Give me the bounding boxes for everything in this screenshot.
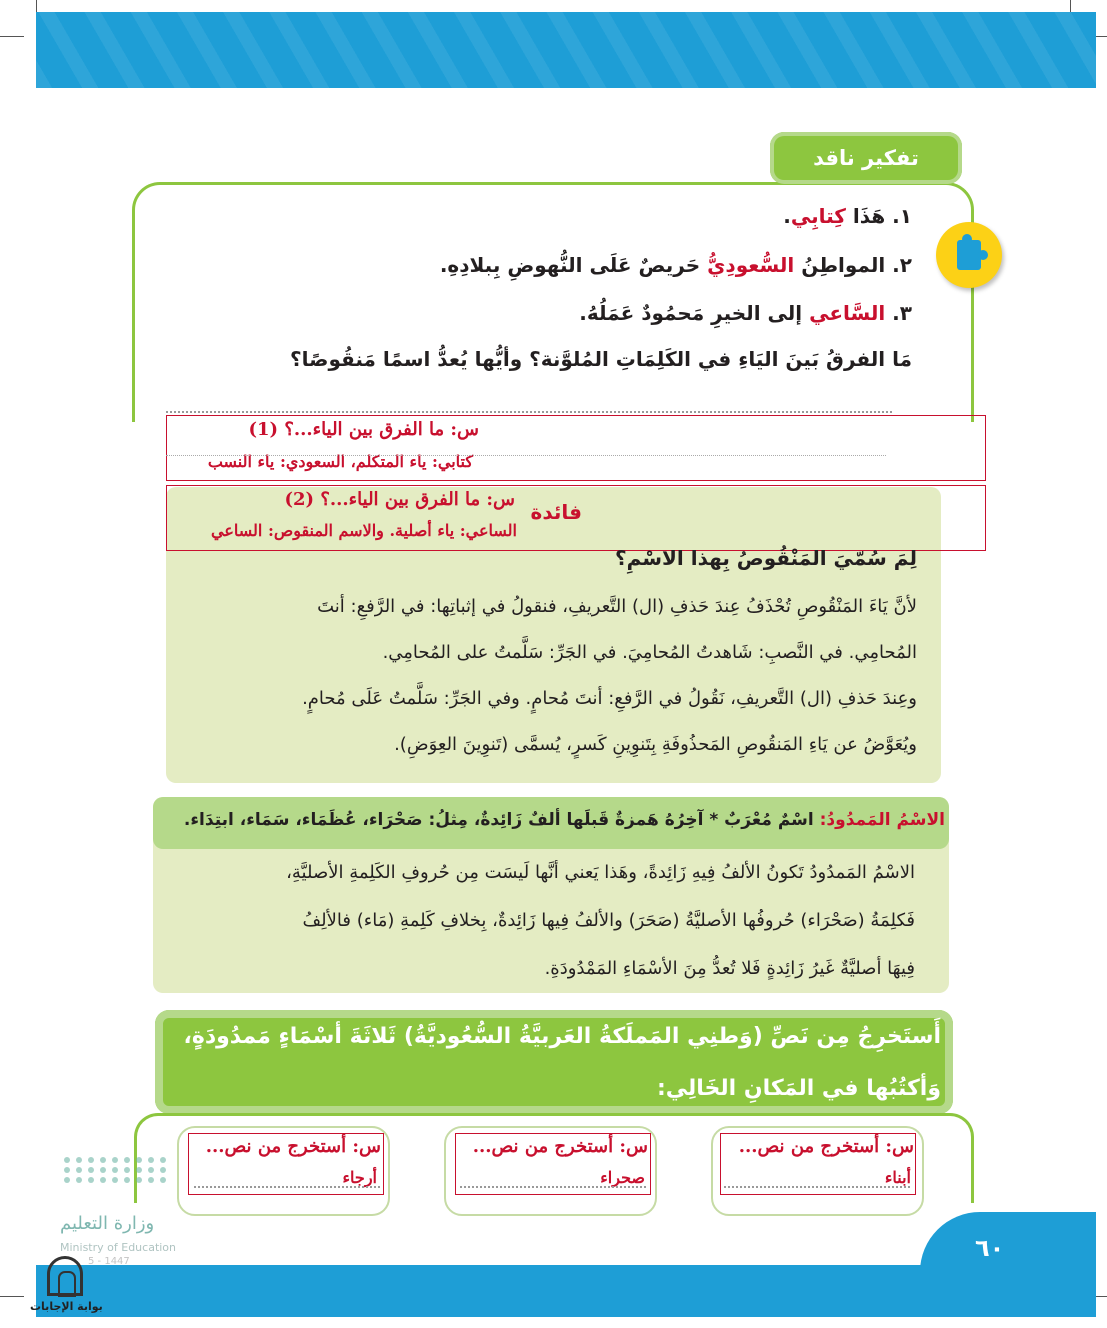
ministry-name-ar: وزارة التعليم xyxy=(60,1213,155,1234)
benefit-line-1: لأنَّ يَاءَ المَنْقُوصِ تُحْذَفُ عِندَ حَذفِ (ال) التَّعريفِ، فنقولُ في إثباتِها: في الرَّفعِ: أنتَ xyxy=(317,596,917,617)
ministry-logo xyxy=(60,1153,200,1268)
answer-dotted-line xyxy=(166,411,892,413)
puzzle-icon xyxy=(936,222,1002,288)
page-number-tab xyxy=(920,1212,1096,1272)
ministry-year: 5 - 1447 xyxy=(88,1256,130,1267)
benefit-heading: لِمَ سُمّيَ المَنْقُوصُ بِهذا الاسْمِ؟ xyxy=(615,546,917,570)
ministry-name-en: Ministry of Education xyxy=(60,1241,177,1254)
task-answer-1-dots xyxy=(724,1186,910,1188)
answer-1-question: س: ما الفرق بين الياء...؟ (1) xyxy=(248,419,479,440)
answer-1-dots xyxy=(166,455,886,456)
answer-2-text: الساعي: ياء أصلية. والاسم المنقوص: الساعي xyxy=(211,521,517,540)
benefit-line-2: المُحامِي. في النَّصبِ: شَاهدتُ المُحامِيَ. في الجَرِّ: سَلَّمتُ على المُحامِي. xyxy=(382,642,917,663)
task-line-2: وَأكتُبُها في المَكانِ الخَالِي: xyxy=(656,1076,941,1101)
mamdud-line-1: الاسْمُ المَمدُودُ تَكونُ الألفُ فِيهِ زَائِدةً، وهَذا يَعني أنَّها لَيسَت مِن حُروفِ الكَلِمةِ الأصليَّةِ، xyxy=(286,862,915,883)
task-answer-3-dots xyxy=(194,1186,380,1188)
mamdud-definition: الاسْمُ المَمدُودُ: اسْمٌ مُعْرَبٌ * آخِرُهُ هَمزةٌ قَبلَها ألفٌ زَائِدةٌ، مِثلُ: صَحْرَاء، عُظَمَاء، سَمَاء، ابتِدَاء. xyxy=(183,810,945,830)
benefit-line-3: وعِندَ حَذفِ (ال) التَّعريفِ، نَقُولُ في الرَّفعِ: أنتَ مُحامٍ. وفي الجَرِّ: سَلَّمتُ عَلَى مُحامٍ. xyxy=(302,688,917,709)
benefit-line-4: ويُعَوَّضُ عن يَاءِ المَنقُوصِ المَحذُوفَةِ بِتَنوِينِ كَسرٍ، يُسمَّى (تَنوِينَ العِوَضِ). xyxy=(394,734,917,755)
arch-icon xyxy=(47,1256,83,1296)
portal-logo xyxy=(30,1256,102,1318)
task-answer-2-text: صحراء xyxy=(600,1168,645,1187)
page-number: ٦٠ xyxy=(975,1234,1005,1262)
ministry-dots-icon xyxy=(64,1157,168,1183)
task-line-1: أَستَخرِجُ مِن نَصِّ (وَطنِي المَملَكةُ العَربيَّةُ السُّعُوديَّةُ) ثَلاثَةَ أسْمَاءٍ مَمدُودَةٍ، xyxy=(183,1024,941,1049)
main-question: مَا الفرقُ بَينَ اليَاءِ في الكَلِمَاتِ المُلوَّنة؟ وأيُّها يُعدُّ اسمًا مَنقُوصًا؟ xyxy=(290,347,912,371)
top-banner xyxy=(36,12,1096,88)
task-answer-1-text: أبناء xyxy=(884,1168,911,1187)
task-answer-2-question: س: أستخرج من نص... xyxy=(472,1136,648,1157)
task-answer-1-question: س: أستخرج من نص... xyxy=(738,1136,914,1157)
crop-mark xyxy=(0,36,24,37)
crop-mark xyxy=(0,1296,24,1297)
critical-thinking-tab: تفكير ناقد xyxy=(770,132,962,184)
sentence-1: ١. هَذَا كِتابِي. xyxy=(783,204,912,228)
mamdud-line-3: فِيهَا أصليَّةٌ غَيرُ زَائِدةٍ فَلا تُعدُّ مِنَ الأسْمَاءِ المَمْدُودَةِ. xyxy=(544,958,915,979)
benefit-title: فائدة xyxy=(530,500,582,524)
task-answer-3-text: أرجاء xyxy=(342,1168,377,1187)
task-answer-2-dots xyxy=(460,1186,646,1188)
mamdud-line-2: فَكلِمَةُ (صَحْرَاء) حُروفُها الأصليَّةُ (صَحَرَ) والألفُ فِيها زَائِدةٌ، بِخلافِ كَلِمةِ (مَاء) فالألِفُ xyxy=(302,910,915,931)
task-answer-3-question: س: أستخرج من نص... xyxy=(205,1136,381,1157)
sentence-2: ٢. المواطِنُ السُّعودِيُّ حَريصٌ عَلَى النُّهوضِ بِبلادِهِ. xyxy=(439,253,912,277)
answer-1-text: كتابي: ياء المتكلم، السعودي: ياء النسب xyxy=(207,452,473,471)
bottom-banner xyxy=(36,1265,1096,1317)
portal-name: بوابة الإجابات xyxy=(30,1300,103,1313)
answer-2-question: س: ما الفرق بين الياء...؟ (2) xyxy=(284,489,515,510)
sentence-3: ٣. السَّاعي إلى الخيرِ مَحمُودٌ عَمَلُهُ. xyxy=(579,301,912,325)
